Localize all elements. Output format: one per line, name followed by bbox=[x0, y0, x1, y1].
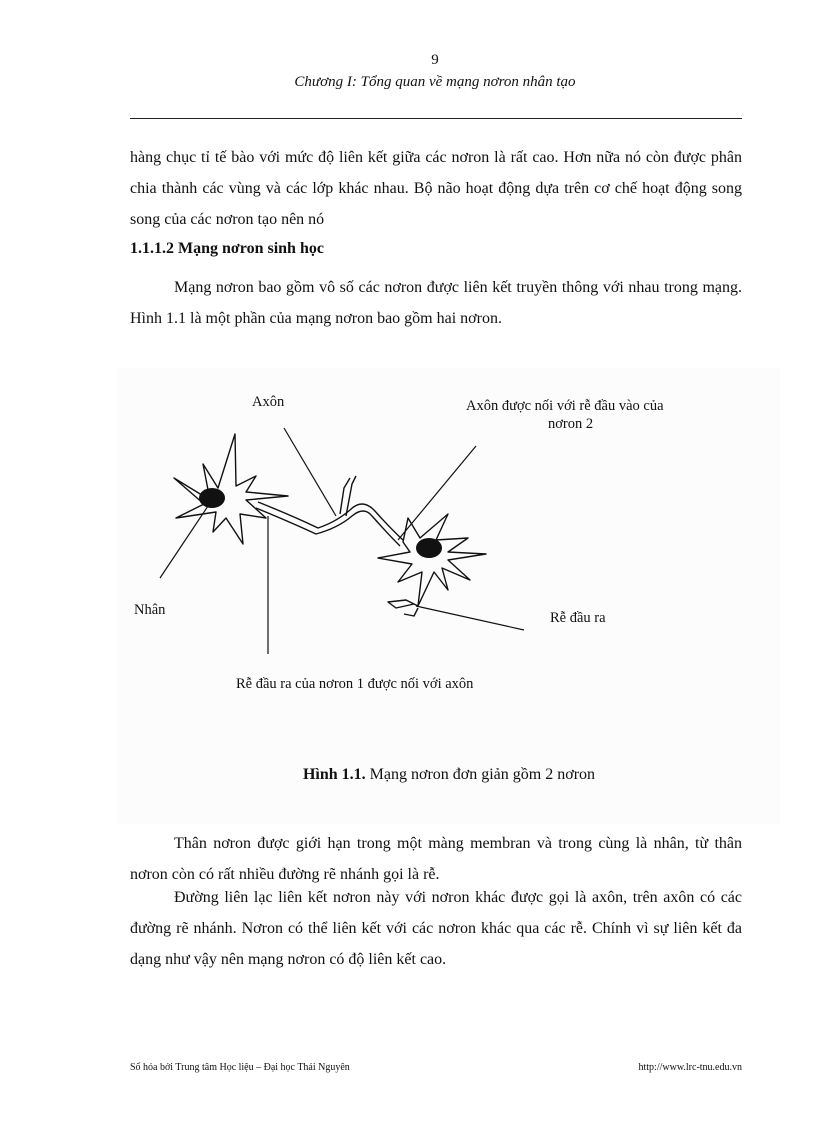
paragraph-axon: Đường liên lạc liên kết nơron này với nơron khác được gọi là axôn, trên axôn có các đường rẽ nhánh. Nơron có thể liên kết với các nơron khác qua các rễ. Chính vì sự liên kết đa dạng như vậy nên mạng nơron có độ liên kết cao. bbox=[130, 889, 742, 968]
paragraph-body: Thân nơron được giới hạn trong một màng membran và trong cùng là nhân, từ thân nơron còn có rất nhiều đường rẽ nhánh gọi là rễ. bbox=[130, 835, 742, 883]
paragraph-network: Mạng nơron bao gồm vô số các nơron được liên kết truyền thông với nhau trong mạng. Hình 1.1 là một phần của mạng nơron bao gồm hai nơron. bbox=[130, 279, 742, 327]
nucleus-2 bbox=[416, 538, 442, 558]
label-nucleus: Nhân bbox=[134, 602, 166, 618]
caption-text: Mạng nơron đơn giản gồm 2 nơron bbox=[365, 766, 596, 783]
label-axon-connected-2: nơron 2 bbox=[548, 416, 594, 432]
page-number: 9 bbox=[431, 52, 439, 68]
figure-caption bbox=[118, 766, 780, 784]
chapter-title: Chương I: Tổng quan về mạng nơron nhân tạo bbox=[294, 74, 576, 90]
label-output-root-neuron-1: Rễ đầu ra của nơron 1 được nối với axôn bbox=[236, 676, 474, 692]
nucleus-1 bbox=[199, 488, 225, 508]
neuron-diagram bbox=[118, 368, 780, 824]
section-heading: 1.1.1.2 Mạng nơron sinh học bbox=[130, 240, 324, 257]
footer-source: Số hóa bởi Trung tâm Học liệu – Đại học Thái Nguyên bbox=[130, 1062, 350, 1073]
neuron-2-body bbox=[378, 514, 486, 606]
label-axon-connected-1: Axôn được nối với rễ đầu vào của bbox=[466, 398, 664, 414]
header-divider bbox=[130, 118, 742, 119]
label-axon: Axôn bbox=[252, 394, 285, 410]
paragraph-intro: hàng chục tỉ tế bào với mức độ liên kết giữa các nơron là rất cao. Hơn nữa nó còn được phân chia thành các vùng và các lớp khác nhau. Bộ não hoạt động dựa trên cơ chế hoạt động song song của các nơron tạo nên nó bbox=[130, 149, 742, 228]
neuron-1-body bbox=[174, 434, 288, 544]
neuron-figure bbox=[118, 368, 780, 824]
footer-url[interactable]: http://www.lrc-tnu.edu.vn bbox=[638, 1062, 742, 1073]
label-output-root: Rễ đầu ra bbox=[550, 610, 606, 626]
caption-number: Hình 1.1. bbox=[302, 766, 366, 783]
